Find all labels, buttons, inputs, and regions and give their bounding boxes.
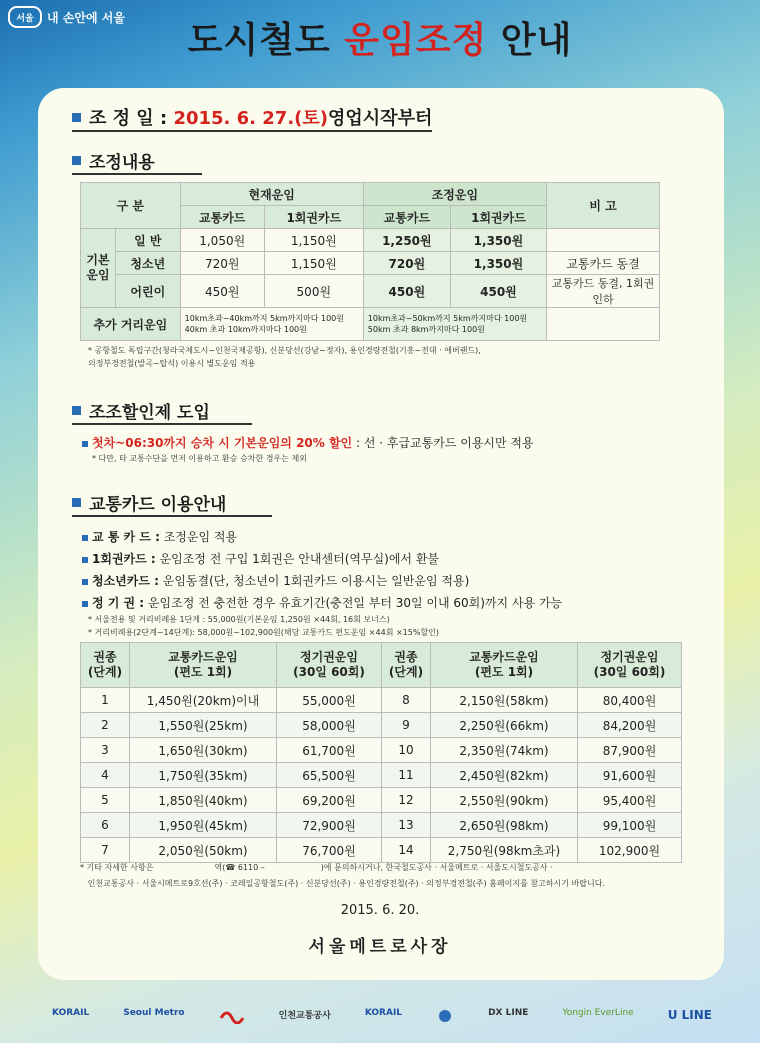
table-row [81,308,660,341]
pass-cell-pass: 58,000원 [277,713,382,738]
pass-cell-fare: 1,450원(20km)이내 [130,688,277,713]
pass-cell-fare: 1,950원(45km) [130,813,277,838]
pass-cell-stage: 3 [81,738,130,763]
pass-cell-pass: 102,900원 [578,838,682,863]
fare-header-cur-card: 교통카드 [180,206,264,229]
cell: 1,350원 [450,229,546,252]
bullet-square-icon [82,557,88,563]
pass-cell-fare: 1,650원(30km) [130,738,277,763]
pass-cell-pass: 95,400원 [578,788,682,813]
u-line-logo: U LINE [667,1008,712,1022]
pass-cell-fare: 2,650원(98km) [431,813,578,838]
pass-cell-stage: 10 [382,738,431,763]
fare-header-new-single: 1회권카드 [450,206,546,229]
section-content-title [72,148,202,175]
cell: 교통카드 동결 [547,252,660,275]
pass-cell-fare: 1,850원(40km) [130,788,277,813]
section-content-text: 조정내용 [89,153,155,173]
card-item [82,528,237,545]
incheon-transit-logo: 인천교통공사 [278,1011,331,1021]
cell: 720원 [180,252,264,275]
pass-cell-pass: 99,100원 [578,813,682,838]
cell: 1,250원 [363,229,450,252]
pass-cell-stage: 13 [382,813,431,838]
pass-table [80,642,682,863]
pass-cell-fare: 2,750원(98km초과) [431,838,578,863]
title-highlight: 운임조정 [344,20,488,61]
cell: 720원 [363,252,450,275]
adjust-date-value: 2015. 6. 27.(토) [173,108,329,129]
cell: 450원 [363,275,450,308]
pass-header-stage: 권종 (단계) [81,643,130,688]
pass-cell-stage: 11 [382,763,431,788]
card-item-label: 교 통 카 드 : [92,530,160,544]
pass-cell-pass: 61,700원 [277,738,382,763]
pass-header-stage: 권종 (단계) [382,643,431,688]
section-discount-title [72,398,252,425]
pass-header-fare: 교통카드운임 (편도 1회) [431,643,578,688]
table-row [81,788,682,813]
card-item-label: 청소년카드 : [92,574,159,588]
partner-logos [52,1008,712,1027]
pass-cell-fare: 2,050원(50km) [130,838,277,863]
table-row [81,275,660,308]
pass-header-pass: 정기권운임 (30일 60회) [578,643,682,688]
discount-note: * 다만, 타 교통수단을 먼저 이용하고 환승 승차한 경우는 제외 [92,454,307,463]
card-item-text: 운임동결(단, 청소년이 1회권카드 이용시는 일반운임 적용) [158,574,470,588]
cell: 450원 [450,275,546,308]
signature: 서울메트로사장 [308,937,452,957]
watermark-text: 내 손안에 서울 [47,10,125,25]
pass-cell-fare: 2,250원(66km) [431,713,578,738]
fare-header-new: 조정운임 [363,183,546,206]
cell [547,229,660,252]
cell: 1,050원 [180,229,264,252]
adjust-date-line [72,104,432,132]
pass-cell-pass: 55,000원 [277,688,382,713]
fare-header-cur-single: 1회권카드 [264,206,363,229]
fare-table [80,182,660,341]
pass-cell-pass: 76,700원 [277,838,382,863]
card-note-1: * 서울전용 및 거리비례용 1단계 : 55,000원(기본운임 1,250원 ×44회, 16회 보너스) [88,615,390,624]
row-label: 어린이 [116,275,181,308]
discount-rest: : 선 · 후급교통카드 이용시만 적용 [352,436,534,450]
row-label: 일 반 [116,229,181,252]
pass-cell-stage: 12 [382,788,431,813]
metro9-logo-icon [436,1008,454,1027]
row-label: 청소년 [116,252,181,275]
section-card-title [72,490,272,517]
cell: 1,150원 [264,252,363,275]
pass-cell-pass: 91,600원 [578,763,682,788]
pass-cell-stage: 6 [81,813,130,838]
everline-logo: Yongin EverLine [562,1008,634,1018]
pass-cell-pass: 72,900원 [277,813,382,838]
dx-line-logo: DX LINE [488,1008,529,1018]
card-item-text: 조정운임 적용 [159,530,238,544]
card-note-2: * 거리비례용(2단계~14단계): 58,000원~102,900원(해당 교통카드 편도운임 ×44회 ×15%할인) [88,628,440,637]
card-item [82,594,562,611]
bullet-square-icon [72,156,81,165]
cell: 500원 [264,275,363,308]
korail-airport-logo: KORAIL [364,1008,403,1018]
bullet-square-icon [82,601,88,607]
smrt-logo-icon [219,1008,245,1027]
pass-cell-stage: 5 [81,788,130,813]
pass-cell-fare: 2,450원(82km) [431,763,578,788]
pass-cell-stage: 14 [382,838,431,863]
table-row [81,229,660,252]
fare-header-new-card: 교통카드 [363,206,450,229]
section-discount-text: 조조할인제 도입 [89,403,210,423]
pass-cell-stage: 9 [382,713,431,738]
bullet-square-icon [72,406,81,415]
seoul-metro-logo: Seoul Metro [123,1008,185,1018]
title-part3: 안내 [487,20,573,61]
pass-cell-stage: 8 [382,688,431,713]
discount-line [82,434,534,451]
fare-header-remark: 비 고 [547,183,660,229]
cell: 10km초과~50km까지 5km까지마다 100원 50km 초과 8km까지마다 100원 [363,308,546,341]
pass-cell-stage: 7 [81,838,130,863]
cell: 1,350원 [450,252,546,275]
table-row [81,688,682,713]
cell: 교통카드 동결, 1회권 인하 [547,275,660,308]
title-part1: 도시철도 [187,20,345,61]
fare-header-category: 구 분 [81,183,181,229]
cell: 10km초과~40km까지 5km까지마다 100원 40km 초과 10km까지마다 100원 [180,308,363,341]
card-item-label: 정 기 권 : [92,596,145,610]
table-row [81,713,682,738]
table-row [81,838,682,863]
base-fare-label: 기본 운임 [81,229,116,308]
card-item [82,550,439,567]
card-item-text: 운임조정 전 구입 1회권은 안내센터(역무실)에서 환불 [155,552,440,566]
pass-cell-stage: 4 [81,763,130,788]
table-row [81,763,682,788]
issue-date: 2015. 6. 20. [340,903,420,918]
pass-cell-pass: 87,900원 [578,738,682,763]
cell [547,308,660,341]
discount-highlight: 첫차~06:30까지 승차 시 기본운임의 20% 할인 [92,436,353,450]
pass-cell-pass: 84,200원 [578,713,682,738]
pass-cell-pass: 65,500원 [277,763,382,788]
card-item-text: 운임조정 전 충전한 경우 유효기간(충전일 부터 30일 이내 60회)까지 사용 가능 [144,596,563,610]
adjust-date-rest: 영업시작부터 [328,108,433,129]
bullet-square-icon [82,535,88,541]
table-row [81,813,682,838]
fare-note: * 공항철도 독립구간(청라국제도시~인천국제공항), 신분당선(강남~정자), 용인경량전철(기흥~전대 · 에버랜드), 의정부경전철(발곡~탑석) 이용시 별도운임 적용 [88,346,481,368]
korail-logo: KORAIL [52,1008,90,1018]
section-card-text: 교통카드 이용안내 [89,495,227,515]
footer-note: * 기타 자세한 사항은 역(☎ 6110 – )에 문의하시거나, 한국철도공사 · 서울메트로 · 서울도시철도공사 · 인천교통공사 · 서울시메트로9호선(주) · 코레일공항철도(주) · 신분당선(주) · 용인경량전철(주) · 의정부경전철(주) 홈페이지를 참고하시기 바랍니다. [80,863,606,888]
pass-header-fare: 교통카드운임 (편도 1회) [130,643,277,688]
cell: 450원 [180,275,264,308]
pass-cell-stage: 2 [81,713,130,738]
table-row [81,738,682,763]
bullet-square-icon [72,498,81,507]
card-item-label: 1회권카드 : [92,552,156,566]
seoul-logo-icon: 서울 [8,6,42,28]
fare-header-current: 현재운임 [180,183,363,206]
bullet-square-icon [82,579,88,585]
pass-cell-pass: 80,400원 [578,688,682,713]
cell: 1,150원 [264,229,363,252]
bullet-square-icon [72,113,81,122]
page-title [0,12,760,63]
bullet-square-icon [82,441,88,447]
pass-cell-fare: 1,750원(35km) [130,763,277,788]
adjust-date-label: 조 정 일 : [89,108,168,129]
pass-cell-fare: 2,150원(58km) [431,688,578,713]
pass-cell-pass: 69,200원 [277,788,382,813]
pass-cell-fare: 2,550원(90km) [431,788,578,813]
pass-cell-fare: 1,550원(25km) [130,713,277,738]
pass-cell-stage: 1 [81,688,130,713]
card-item [82,572,469,589]
row-label: 추가 거리운임 [81,308,181,341]
pass-cell-fare: 2,350원(74km) [431,738,578,763]
pass-table-body [81,688,682,863]
pass-header-pass: 정기권운임 (30일 60회) [277,643,382,688]
table-row [81,252,660,275]
